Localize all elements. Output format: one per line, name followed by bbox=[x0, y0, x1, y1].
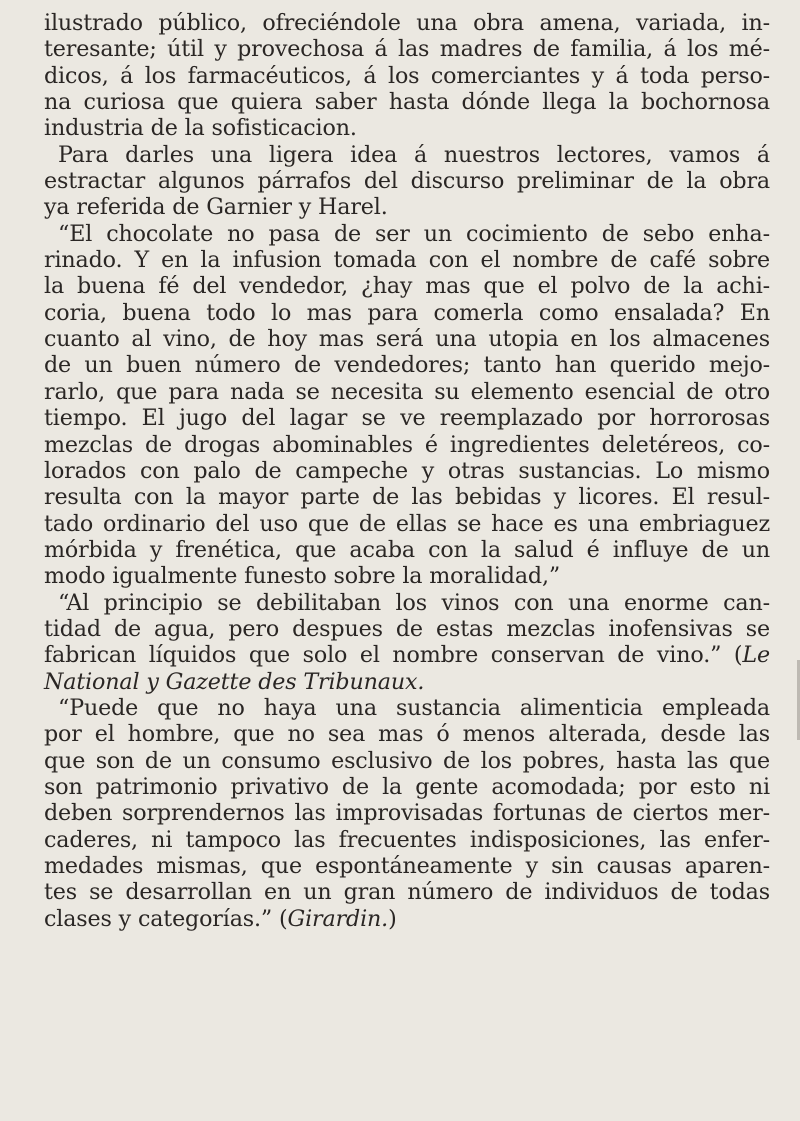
text-line: son patrimonio privativo de la gente acomodada; por esto ni bbox=[44, 773, 770, 800]
text-line: tidad de agua, pero despues de estas mezclas inofensivas se bbox=[44, 615, 770, 642]
text-line: caderes, ni tampoco las frecuentes indisposiciones, las enfer- bbox=[44, 826, 770, 853]
text-line: estractar algunos párrafos del discurso preliminar de la obra bbox=[44, 168, 770, 195]
text-line: deben sorprendernos las improvisadas fortunas de ciertos mer- bbox=[44, 800, 770, 827]
text-line: resulta con la mayor parte de las bebidas y licores. El resul- bbox=[44, 484, 770, 511]
text-line: de un buen número de vendedores; tanto han querido mejo- bbox=[44, 352, 770, 379]
text-line: tiempo. El jugo del lagar se ve reemplazado por horrorosas bbox=[44, 405, 770, 432]
source-citation: Le bbox=[742, 642, 770, 669]
closing-paren: ) bbox=[388, 905, 397, 932]
text-line: mezclas de drogas abominables é ingredientes deletéreos, co- bbox=[44, 431, 770, 458]
text-line bbox=[44, 906, 770, 932]
text-line: tado ordinario del uso que de ellas se hace es una embriaguez bbox=[44, 510, 770, 537]
text-line: “Al principio se debilitaban los vinos con una enorme can- bbox=[58, 589, 770, 616]
text-line-main: clases y categorías.” ( bbox=[44, 905, 288, 932]
text-line: que son de un consumo esclusivo de los pobres, hasta las que bbox=[44, 747, 770, 774]
source-citation-line: National y Gazette des Tribunaux. bbox=[44, 668, 425, 695]
text-line: lorados con palo de campeche y otras sustancias. Lo mismo bbox=[44, 457, 770, 484]
text-line: coria, buena todo lo mas para comerla como ensalada? En bbox=[44, 299, 770, 326]
text-line: Para darles una ligera idea á nuestros lectores, vamos á bbox=[58, 141, 770, 168]
text-line: teresante; útil y provechosa á las madres de familia, á los mé- bbox=[44, 36, 770, 63]
text-line: ilustrado público, ofreciéndole una obra amena, variada, in- bbox=[44, 10, 770, 36]
text-line: industria de la sofisticacion. bbox=[44, 115, 357, 142]
text-line: dicos, á los farmacéuticos, á los comerciantes y á toda perso- bbox=[44, 62, 770, 89]
text-line: cuanto al vino, de hoy mas será una utopia en los almacenes bbox=[44, 326, 770, 353]
page-text bbox=[44, 10, 770, 932]
text-line: “Puede que no haya una sustancia alimenticia empleada bbox=[58, 694, 770, 721]
text-line: ya referida de Garnier y Harel. bbox=[44, 194, 388, 221]
text-line: tes se desarrollan en un gran número de individuos de todas bbox=[44, 879, 770, 906]
text-line: rarlo, que para nada se necesita su elemento esencial de otro bbox=[44, 378, 770, 405]
text-line: modo igualmente funesto sobre la moralidad,” bbox=[44, 563, 561, 590]
text-line-main: fabrican líquidos que solo el nombre conservan de vino.” ( bbox=[44, 642, 743, 669]
text-line: “El chocolate no pasa de ser un cocimiento de sebo enha- bbox=[58, 220, 770, 247]
text-line: la buena fé del vendedor, ¿hay mas que el polvo de la achi- bbox=[44, 273, 770, 300]
text-line: mórbida y frenética, que acaba con la salud é influye de un bbox=[44, 536, 770, 563]
text-line: na curiosa que quiera saber hasta dónde llega la bochornosa bbox=[44, 89, 770, 116]
text-line: rinado. Y en la infusion tomada con el nombre de café sobre bbox=[44, 247, 770, 274]
text-line: medades mismas, que espontáneamente y sin causas aparen- bbox=[44, 853, 770, 879]
text-line bbox=[44, 642, 770, 668]
text-line: por el hombre, que no sea mas ó menos alterada, desde las bbox=[44, 721, 770, 748]
source-citation: Girardin. bbox=[287, 905, 389, 932]
